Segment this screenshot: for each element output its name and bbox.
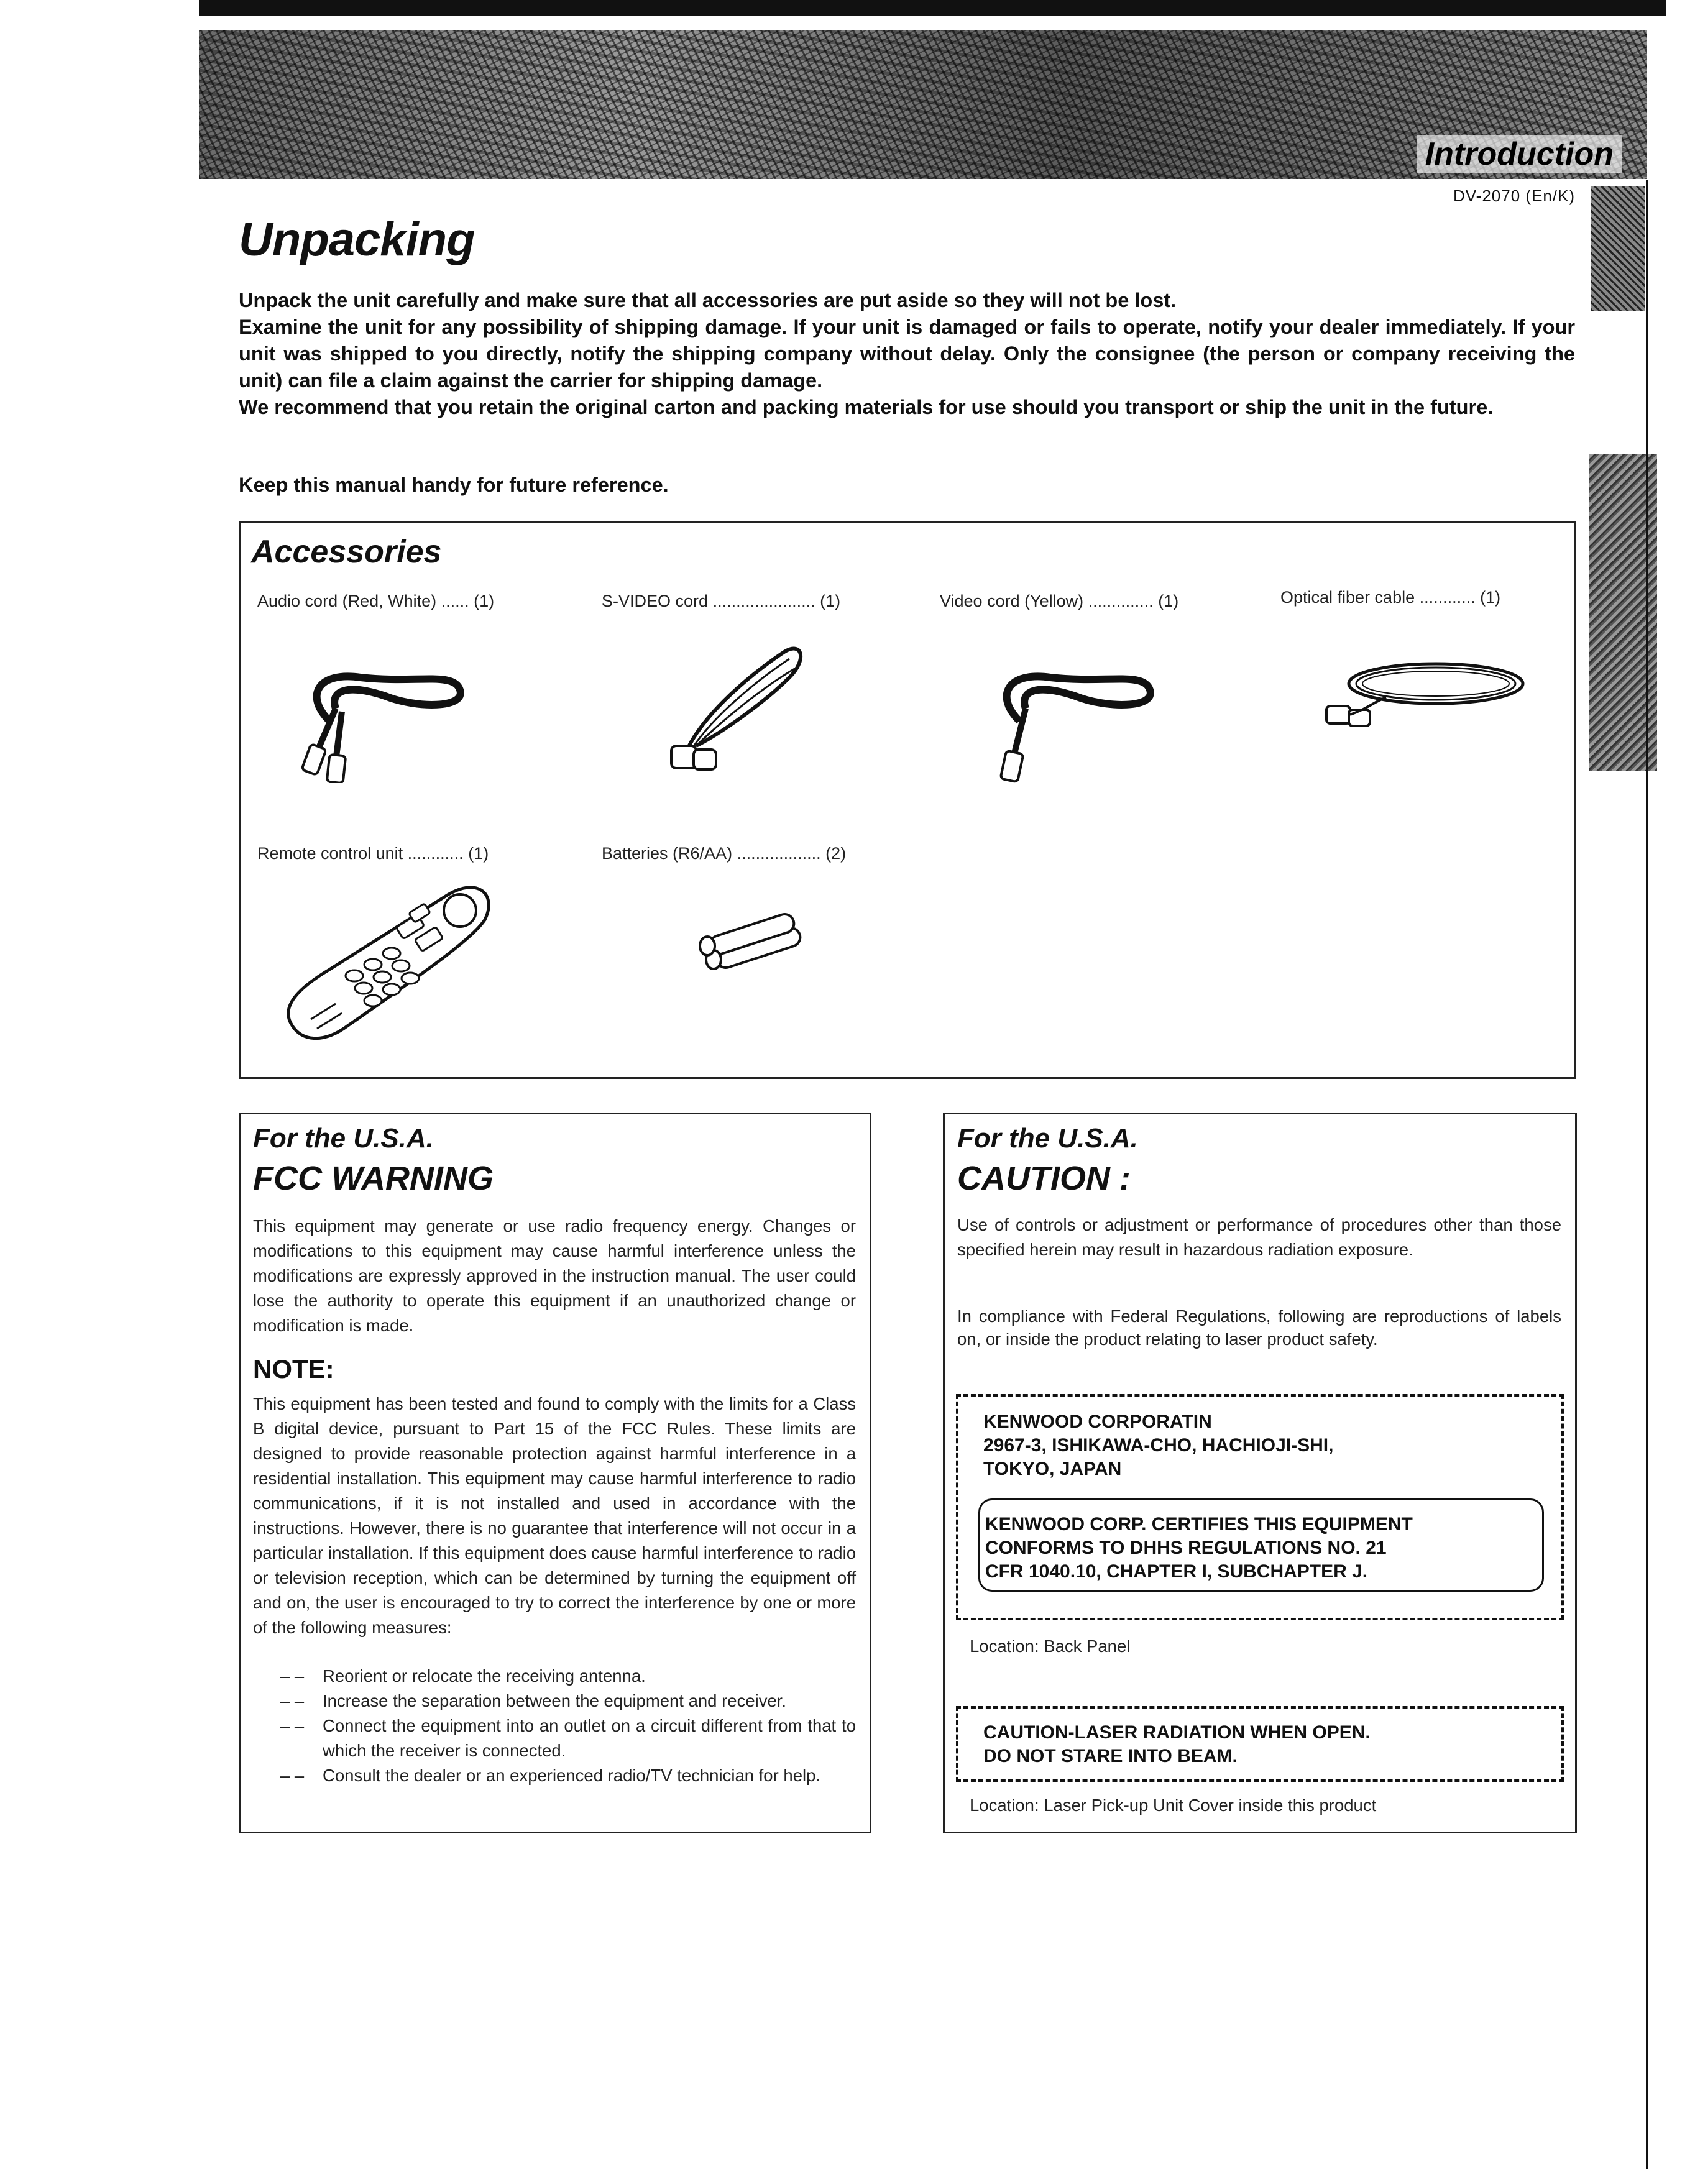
top-rule: [199, 0, 1666, 16]
fcc-region-label: For the U.S.A.: [253, 1123, 434, 1154]
intro-text: [239, 287, 1575, 421]
list-item: – – Connect the equipment into an outlet on a circuit different from that to which the receiver is connected.: [253, 1714, 856, 1763]
remote-control-icon: [273, 870, 510, 1057]
accessory-item-optical-cable: Optical fiber cable ............ (1): [1280, 588, 1501, 607]
batteries-icon: [696, 907, 820, 976]
list-item: – – Consult the dealer or an experienced radio/TV technician for help.: [253, 1763, 856, 1788]
accessory-item-svideo-cord: S-VIDEO cord ...................... (1): [602, 592, 841, 610]
optical-cable-icon: [1318, 646, 1529, 740]
intro-paragraph-2: Examine the unit for any possibility of shipping damage. If your unit is damaged or fails to operate, notify your dealer immediately. If your unit was shipped to you directly, notify the shipping company without delay. Only the consignee (the person or company receiving the unit) can file a claim against the carrier for shipping damage.: [239, 316, 1575, 392]
page-title: Unpacking: [239, 213, 475, 266]
section-label: Introduction: [1417, 135, 1622, 173]
certification-statement: KENWOOD CORP. CERTIFIES THIS EQUIPMENT CONFORMS TO DHHS REGULATIONS NO. 21 CFR 1040.10, CHAPTER I, SUBCHAPTER J.: [978, 1498, 1544, 1592]
list-item: – – Reorient or relocate the receiving antenna.: [253, 1664, 856, 1689]
header-banner: [199, 30, 1647, 179]
intro-paragraph-3: We recommend that you retain the original carton and packing materials for use should you transport or ship the unit in the future.: [239, 396, 1494, 418]
fcc-warning-box: [239, 1113, 871, 1833]
accessory-item-audio-cord: Audio cord (Red, White) ...... (1): [257, 592, 495, 610]
accessory-item-batteries: Batteries (R6/AA) .................. (2): [602, 844, 847, 863]
accessory-item-remote: Remote control unit ............ (1): [257, 844, 489, 863]
svideo-cord-icon: [659, 640, 820, 777]
note-body-text: This equipment has been tested and found to comply with the limits for a Class B digital device, pursuant to Part 15 of the FCC Rules. These limits are designed to provide reasonable protection against harmful interference in a residential installation. This equipment may cause harmful interference to radio communications, if it is not installed and used in accordance with the instructions. However, there is no guarantee that interference will not occur in a particular installation. If this equipment does cause harmful interference to radio or television reception, which can be determined by turning the equipment off and on, the user is encouraged to try to correct the interference by one or more of the following measures:: [253, 1394, 856, 1637]
measures-list: [253, 1664, 856, 1788]
accessory-item-video-cord: Video cord (Yellow) .............. (1): [940, 592, 1179, 610]
label-location-pickup-cover: Location: Laser Pick-up Unit Cover inside this product: [970, 1796, 1377, 1815]
compliance-text: In compliance with Federal Regulations, following are reproductions of labels on, or inside the product relating to laser product safety.: [957, 1306, 1561, 1349]
edge-rule: [1646, 180, 1648, 2169]
caution-region-label: For the U.S.A.: [957, 1123, 1138, 1154]
label-location-back-panel: Location: Back Panel: [970, 1636, 1131, 1656]
fcc-body-text: This equipment may generate or use radio frequency energy. Changes or modifications to this equipment may cause harmful interference unless the modifications are expressly approved in the instruction manual. The user could lose the authority to operate this equipment if an unauthorized change or modification is made.: [253, 1216, 856, 1335]
video-cord-icon: [982, 646, 1169, 783]
manufacturer-address: KENWOOD CORPORATIN 2967-3, ISHIKAWA-CHO, HACHIOJI-SHI, TOKYO, JAPAN: [983, 1411, 1334, 1479]
caution-heading: CAUTION :: [957, 1160, 1131, 1197]
caution-body-text: Use of controls or adjustment or performance of procedures other than those specified herein may result in hazardous radiation exposure.: [957, 1215, 1561, 1259]
edge-marker-top: [1591, 186, 1645, 311]
model-code: DV-2070 (En/K): [1453, 186, 1576, 205]
audio-cord-icon: [292, 646, 479, 783]
laser-certification-label: [956, 1394, 1564, 1620]
keep-manual-note: Keep this manual handy for future reference.: [239, 474, 669, 496]
fcc-heading: FCC WARNING: [253, 1160, 494, 1197]
laser-radiation-label: CAUTION-LASER RADIATION WHEN OPEN. DO NOT STARE INTO BEAM.: [956, 1706, 1564, 1782]
list-item: – – Increase the separation between the equipment and receiver.: [253, 1689, 856, 1714]
note-heading: NOTE:: [253, 1354, 334, 1383]
intro-paragraph-1: Unpack the unit carefully and make sure that all accessories are put aside so they will not be lost.: [239, 289, 1177, 311]
accessories-title: Accessories: [251, 534, 442, 570]
caution-box: [943, 1113, 1577, 1833]
